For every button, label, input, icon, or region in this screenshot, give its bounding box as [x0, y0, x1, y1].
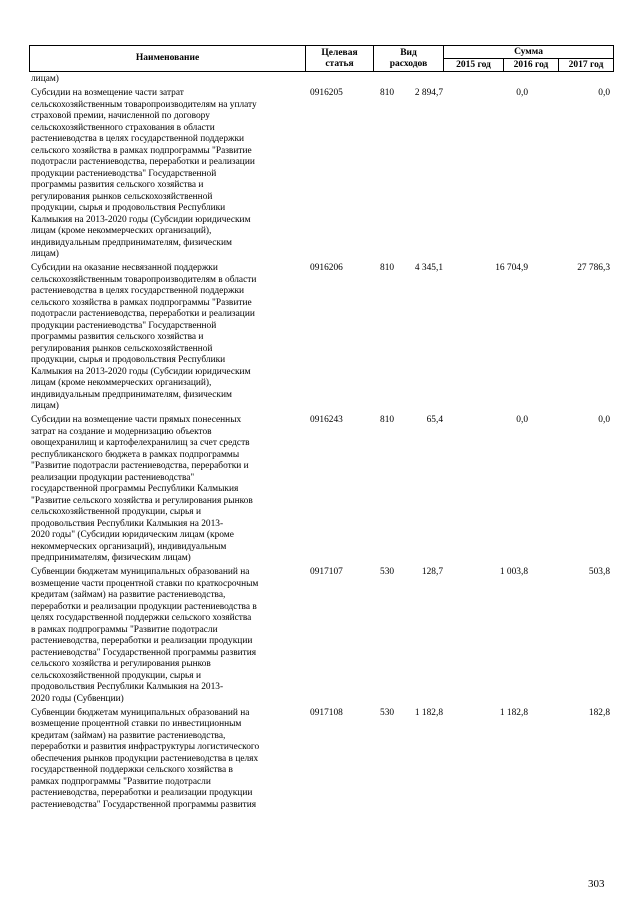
description-line: Субсидии на оказание несвязанной поддержки	[31, 263, 218, 273]
description-line: продовольствия Республики Калмыкия на 2013-	[31, 682, 224, 692]
description-line: затрат на создание и модернизацию объектов	[31, 426, 212, 437]
description-line: возмещение процентной ставки по инвестиционным	[31, 719, 242, 729]
description-line: растениеводства, переработки и реализации продукции	[31, 788, 253, 798]
description-line: 2020 годы (Субвенции)	[31, 693, 124, 704]
row-sum-2017: 0,0	[598, 415, 610, 425]
row-expense-type: 810	[380, 263, 395, 273]
row-description	[31, 263, 299, 413]
description-line: сельскохозяйственного страхования в области	[31, 122, 215, 133]
description-line: возмещение части процентной ставки по краткосрочным	[31, 578, 259, 589]
description-line: подотрасли растениеводства, переработки и реализации	[31, 157, 255, 167]
header-vid-line2: расходов	[389, 58, 428, 69]
description-line: кредитам (займам) на развитие растениеводства,	[31, 590, 226, 600]
row-target-code: 0916206	[310, 263, 343, 273]
description-line: растениеводства" Государственной программы развития	[31, 647, 257, 658]
row-target-code: 0917107	[310, 567, 343, 577]
description-line: продукции растениеводства" Государственной	[31, 168, 217, 179]
description-line: Калмыкия на 2013-2020 годы (Субсидии юридическим	[31, 366, 251, 377]
row-sum-2016: 16 704,9	[495, 263, 528, 273]
header-year-2016: 2016 год	[504, 59, 559, 72]
header-code-line2: статья	[325, 58, 354, 69]
description-line: регулирования рынков сельскохозяйственной	[31, 191, 213, 202]
row-target-code: 0916205	[310, 88, 343, 98]
description-line: программы развития сельского хозяйства и	[31, 332, 204, 342]
header-year-2017: 2017 год	[559, 59, 614, 72]
header-year-2015: 2015 год	[444, 59, 504, 72]
table-header	[29, 45, 614, 72]
description-line: лицам)	[31, 401, 59, 411]
header-name: Наименование	[30, 46, 306, 72]
description-line: продукции растениеводства" Государственной	[31, 320, 217, 331]
description-line: сельского хозяйства и регулирования рынков	[31, 659, 211, 669]
row-description	[31, 708, 299, 812]
description-line: сельскохозяйственным товаропроизводителям на уплату	[31, 99, 257, 110]
description-line: растениеводства" Государственной программы развития	[31, 799, 257, 810]
row-sum-2015: 4 345,1	[414, 263, 443, 273]
description-line: Субсидии на возмещение части затрат	[31, 88, 184, 98]
row-expense-type: 810	[380, 88, 395, 98]
description-line: сельскохозяйственным товаропроизводителям в области	[31, 274, 257, 285]
row-expense-type: 810	[380, 415, 395, 425]
description-line: 2020 годы" (Субсидии юридическим лицам (кроме	[31, 530, 234, 540]
row-sum-2017: 182,8	[588, 707, 610, 718]
description-line: Субвенции бюджетам муниципальных образований на	[31, 567, 250, 577]
row-sum-2015: 2 894,7	[414, 88, 443, 98]
description-line: Калмыкия на 2013-2020 годы (Субсидии юридическим	[31, 214, 251, 225]
description-line: регулирования рынков сельскохозяйственной	[31, 343, 213, 354]
description-line: сельского хозяйства в рамках подпрограммы "Развитие	[31, 297, 252, 308]
row-target-code: 0917108	[310, 707, 343, 718]
header-vid	[374, 46, 444, 72]
row-description	[31, 567, 299, 705]
row-description	[31, 74, 299, 86]
description-line: кредитам (займам) на развитие растениеводства,	[31, 730, 226, 741]
row-sum-2015: 65,4	[426, 415, 443, 425]
description-line: лицам (кроме некоммерческих организаций),	[31, 378, 212, 388]
description-line: сельскохозяйственной продукции, сырья и	[31, 507, 201, 517]
description-line: продовольствия Республики Калмыкия на 2013-	[31, 518, 224, 529]
description-line: реализации продукции растениеводства"	[31, 472, 195, 483]
description-line: растениеводства в целях государственной поддержки	[31, 134, 245, 144]
description-line: переработки и реализации продукции растениеводства в	[31, 601, 257, 612]
row-sum-2015: 128,7	[421, 567, 443, 577]
header-sum: Сумма	[444, 46, 614, 59]
row-expense-type: 530	[380, 707, 395, 718]
description-line: продукции, сырья и продовольствия Республики	[31, 355, 226, 365]
description-line: "Развитие подотрасли растениеводства, переработки и	[31, 461, 249, 471]
header-vid-line1: Вид	[400, 47, 417, 58]
description-line: в рамках подпрограммы "Развитие подотрасли	[31, 624, 218, 635]
row-description	[31, 415, 299, 565]
row-sum-2016: 1 003,8	[499, 567, 528, 577]
header-code	[306, 46, 374, 72]
description-line: Субсидии на возмещение части прямых понесенных	[31, 415, 242, 425]
row-sum-2017: 503,8	[588, 567, 610, 577]
description-line: индивидуальным предпринимателям, физическим	[31, 237, 232, 248]
description-line: страховой премии, начисленной по договору	[31, 111, 210, 121]
page-number: 303	[588, 878, 605, 890]
description-line: рамках подпрограммы "Развитие подотрасли	[31, 776, 211, 787]
description-line: "Развитие сельского хозяйства и регулирования рынков	[31, 495, 253, 506]
description-line: государственной программы Республики Калмыкия	[31, 484, 239, 494]
description-line: сельского хозяйства в рамках подпрограммы "Развитие	[31, 145, 252, 156]
description-line: продукции, сырья и продовольствия Республики	[31, 203, 226, 213]
description-line: республиканского бюджета в рамках подпрограммы	[31, 449, 240, 460]
budget-table	[29, 45, 613, 810]
description-line: лицам)	[31, 74, 59, 84]
description-line: государственной поддержки сельского хозяйства в	[31, 765, 233, 775]
description-line: целях государственной поддержки сельского хозяйства	[31, 613, 252, 623]
description-line: индивидуальным предпринимателям, физическим	[31, 389, 232, 400]
row-sum-2017: 27 786,3	[577, 263, 610, 273]
description-line: растениеводства, переработки и реализации продукции	[31, 636, 253, 646]
row-sum-2016: 0,0	[516, 415, 528, 425]
description-line: некоммерческих организаций), индивидуальным	[31, 541, 227, 552]
row-sum-2017: 0,0	[598, 88, 610, 98]
description-line: программы развития сельского хозяйства и	[31, 180, 204, 190]
description-line: растениеводства в целях государственной поддержки	[31, 286, 245, 296]
description-line: обеспечения рынков продукции растениеводства в целях	[31, 753, 259, 764]
description-line: переработки и развития инфраструктуры логистического	[31, 742, 260, 752]
description-line: подотрасли растениеводства, переработки и реализации	[31, 309, 255, 319]
description-line: сельскохозяйственной продукции, сырья и	[31, 670, 201, 681]
description-line: Субвенции бюджетам муниципальных образований на	[31, 707, 250, 718]
row-target-code: 0916243	[310, 415, 343, 425]
row-sum-2016: 1 182,8	[499, 707, 528, 718]
description-line: лицам)	[31, 249, 59, 259]
row-sum-2016: 0,0	[516, 88, 528, 98]
description-line: лицам (кроме некоммерческих организаций),	[31, 226, 212, 236]
description-line: предпринимателям, физическим лицам)	[31, 553, 191, 563]
row-sum-2015: 1 182,8	[414, 707, 443, 718]
header-code-line1: Целевая	[321, 47, 358, 58]
description-line: овощехранилищ и картофелехранилищ за счет средств	[31, 438, 250, 448]
row-description	[31, 88, 299, 261]
row-expense-type: 530	[380, 567, 395, 577]
